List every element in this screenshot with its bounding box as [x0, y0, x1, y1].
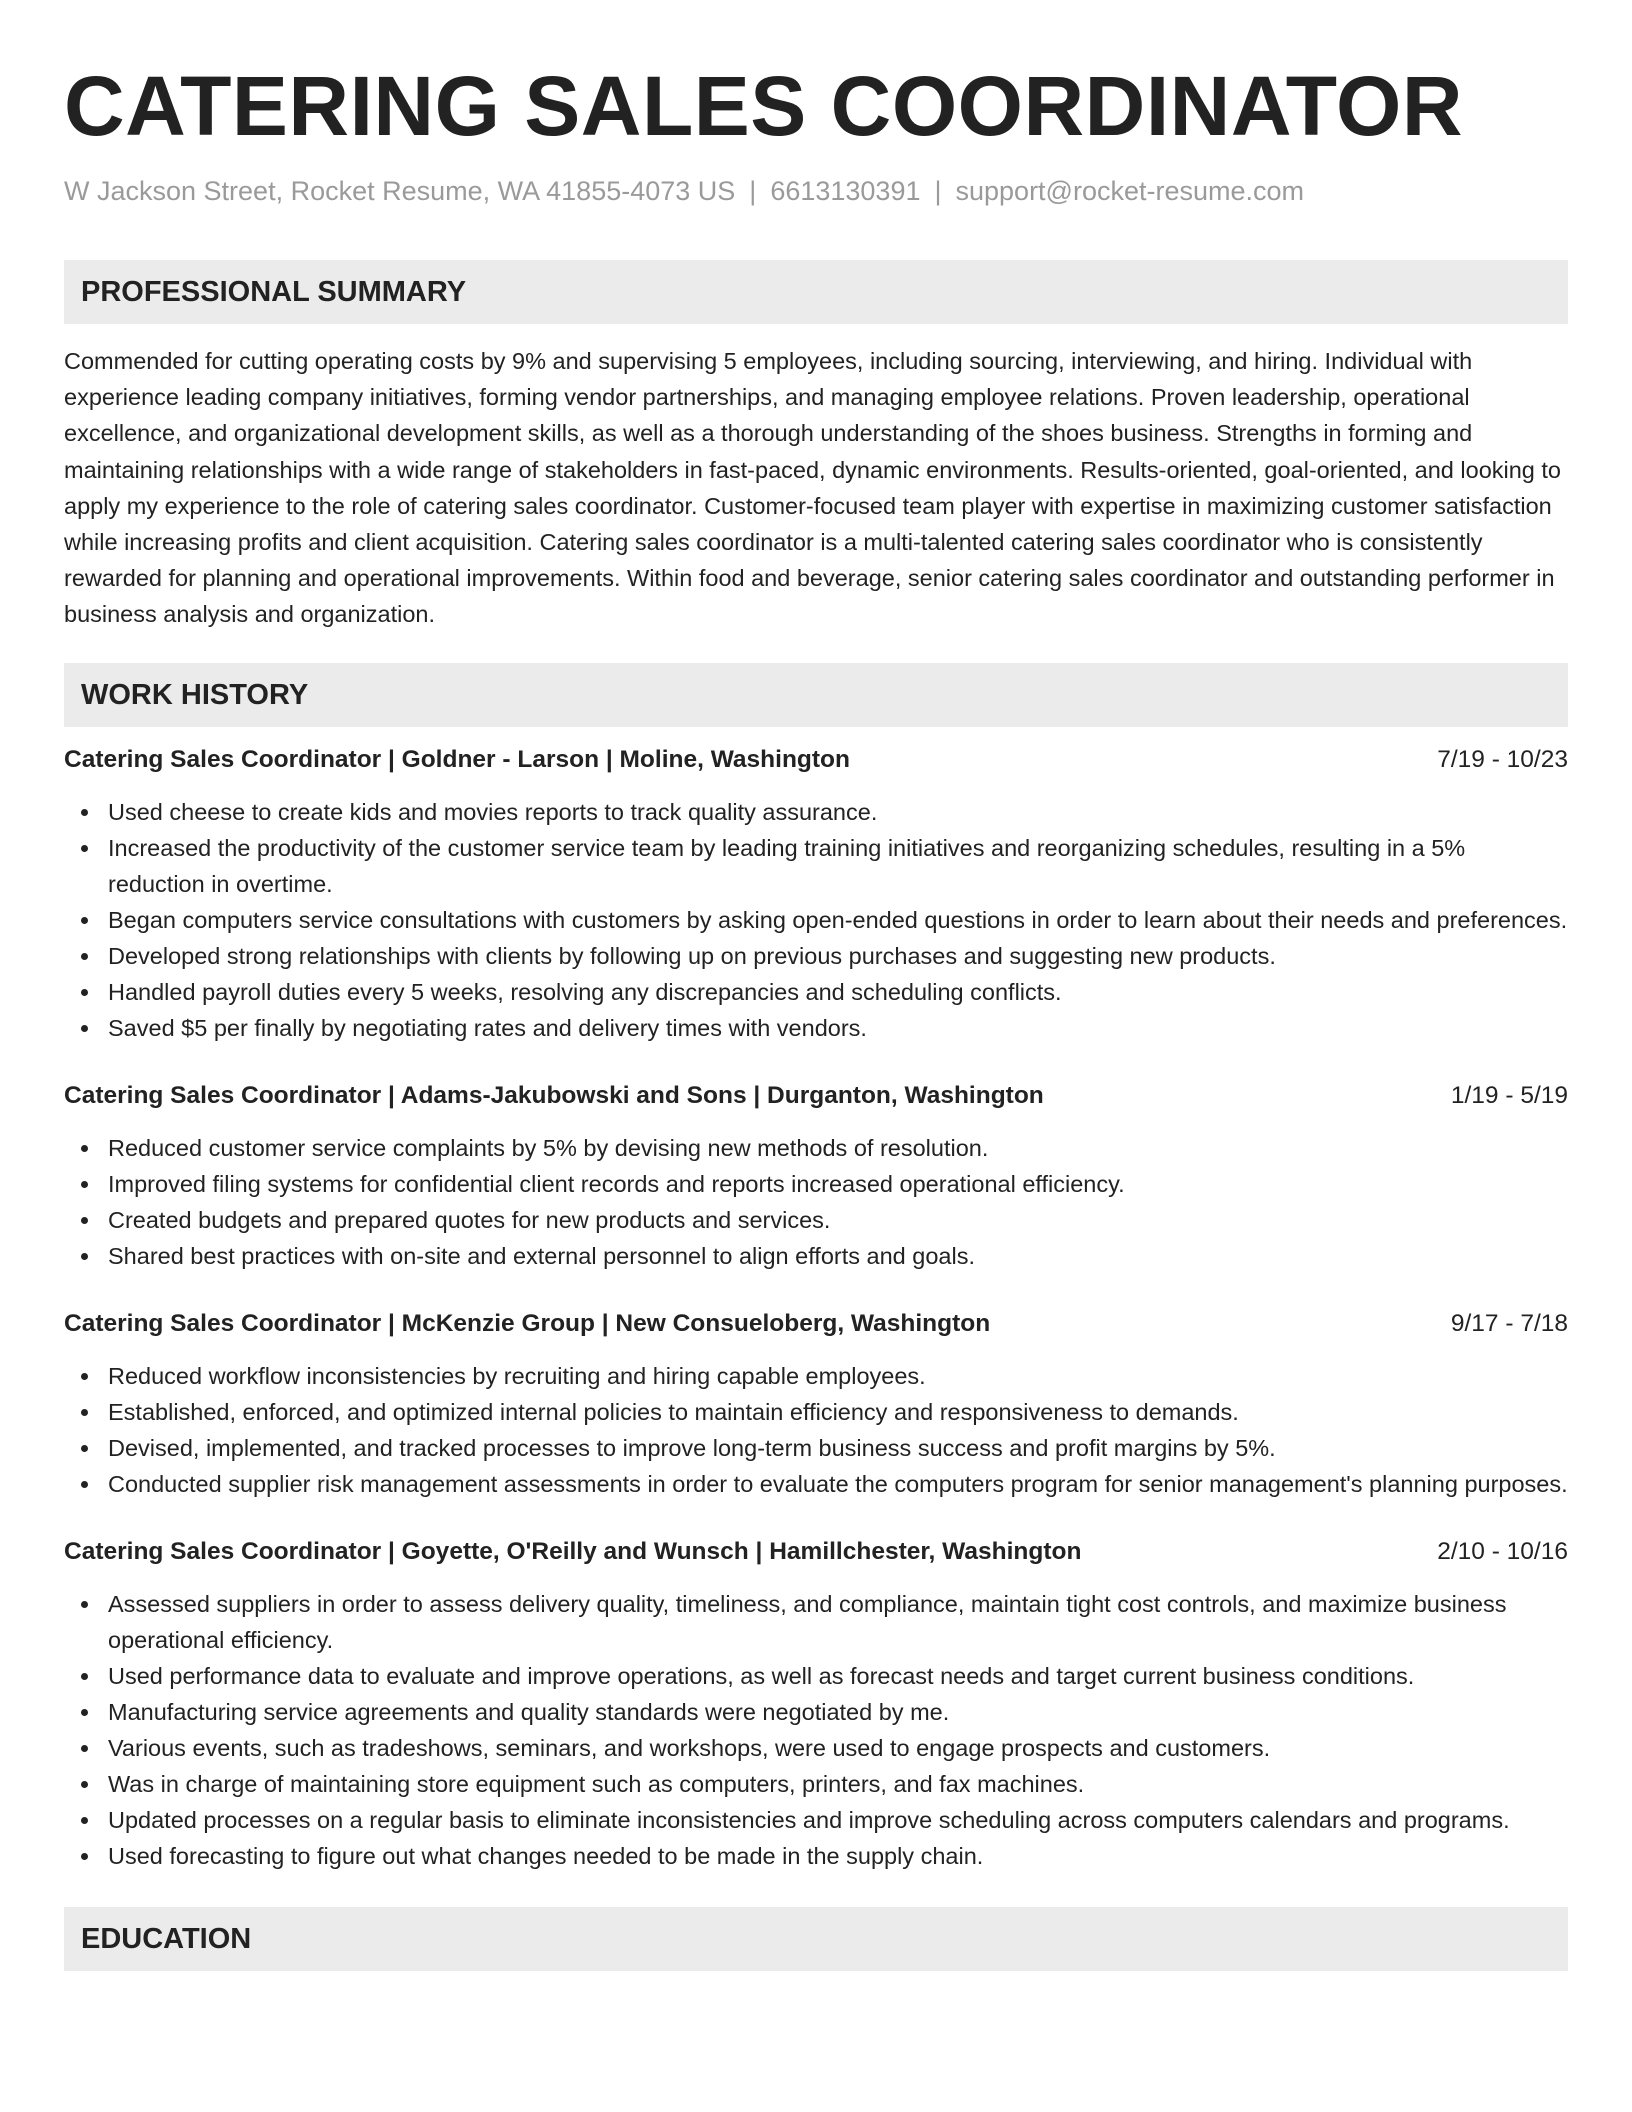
job-bullet-list — [64, 1358, 1568, 1502]
job-dates: 9/17 - 7/18 — [1450, 1309, 1568, 1337]
job-dates: 2/10 - 10/16 — [1437, 1537, 1568, 1565]
job-title: Catering Sales Coordinator | Adams-Jakubowski and Sons | Durganton, Washington — [64, 1081, 1044, 1109]
job-bullet: Shared best practices with on-site and external personnel to align efforts and goals. — [64, 1238, 1568, 1274]
contact-line — [64, 174, 1568, 208]
job-entry — [64, 1306, 1568, 1502]
candidate-title: CATERING SALES COORDINATOR — [64, 59, 1464, 153]
job-entry — [64, 1534, 1568, 1874]
job-dates: 1/19 - 5/19 — [1450, 1081, 1568, 1109]
job-bullet: Began computers service consultations with customers by asking open-ended questions in order to learn about their needs and preferences. — [64, 902, 1568, 938]
contact-email: support@rocket-resume.com — [955, 176, 1305, 206]
job-bullet: Was in charge of maintaining store equipment such as computers, printers, and fax machines. — [64, 1766, 1568, 1802]
job-title: Catering Sales Coordinator | Goyette, O'Reilly and Wunsch | Hamillchester, Washington — [64, 1537, 1082, 1565]
job-bullet: Used performance data to evaluate and improve operations, as well as forecast needs and target current business conditions. — [64, 1658, 1568, 1694]
job-bullet: Updated processes on a regular basis to eliminate inconsistencies and improve scheduling across computers calendars and programs. — [64, 1802, 1568, 1838]
job-title: Catering Sales Coordinator | McKenzie Group | New Consueloberg, Washington — [64, 1309, 991, 1337]
job-bullet: Various events, such as tradeshows, seminars, and workshops, were used to engage prospects and customers. — [64, 1730, 1568, 1766]
job-bullet: Used forecasting to figure out what changes needed to be made in the supply chain. — [64, 1838, 1568, 1874]
job-bullet: Established, enforced, and optimized internal policies to maintain efficiency and responsiveness to demands. — [64, 1394, 1568, 1430]
job-bullet: Reduced workflow inconsistencies by recruiting and hiring capable employees. — [64, 1358, 1568, 1394]
job-bullet: Handled payroll duties every 5 weeks, resolving any discrepancies and scheduling conflicts. — [64, 974, 1568, 1010]
job-bullet: Devised, implemented, and tracked processes to improve long-term business success and profit margins by 5%. — [64, 1430, 1568, 1466]
job-bullet-list — [64, 794, 1568, 1046]
summary-text: Commended for cutting operating costs by 9% and supervising 5 employees, including sourcing, interviewing, and hiring. Individual with experience leading company initiatives, forming vendor partnerships, and managing employee relations. Proven leadership, operational excellence, and organizational development skills, as well as a thorough understanding of the shoes business. Strengths in forming and maintaining relationships with a wide range of stakeholders in fast-paced, dynamic environments. Results-oriented, goal-oriented, and looking to apply my experience to the role of catering sales coordinator. Customer-focused team player with expertise in maximizing customer satisfaction while increasing profits and client acquisition. Catering sales coordinator is a multi-talented catering sales coordinator who is consistently rewarded for planning and operational improvements. Within food and beverage, senior catering sales coordinator and outstanding performer in business analysis and organization. — [64, 348, 1562, 628]
job-dates: 7/19 - 10/23 — [1437, 745, 1568, 773]
work-history-list — [64, 742, 1568, 1874]
section-header-education: EDUCATION — [64, 1907, 1568, 1971]
contact-separator: | — [749, 176, 757, 206]
job-bullet: Manufacturing service agreements and quality standards were negotiated by me. — [64, 1694, 1568, 1730]
section-header-summary: PROFESSIONAL SUMMARY — [64, 260, 1568, 324]
job-header — [64, 1078, 1568, 1114]
job-bullet: Created budgets and prepared quotes for new products and services. — [64, 1202, 1568, 1238]
job-bullet-list — [64, 1130, 1568, 1274]
job-bullet: Developed strong relationships with clients by following up on previous purchases and suggesting new products. — [64, 938, 1568, 974]
job-title: Catering Sales Coordinator | Goldner - Larson | Moline, Washington — [64, 745, 850, 773]
job-bullet: Reduced customer service complaints by 5% by devising new methods of resolution. — [64, 1130, 1568, 1166]
job-bullet: Increased the productivity of the customer service team by leading training initiatives and reorganizing schedules, resulting in a 5% reduction in overtime. — [64, 830, 1568, 902]
job-header — [64, 1306, 1568, 1342]
job-bullet: Used cheese to create kids and movies reports to track quality assurance. — [64, 794, 1568, 830]
job-entry — [64, 1078, 1568, 1274]
job-bullet: Conducted supplier risk management assessments in order to evaluate the computers program for senior management's planning purposes. — [64, 1466, 1568, 1502]
job-entry — [64, 742, 1568, 1046]
contact-separator: | — [934, 176, 942, 206]
job-bullet-list — [64, 1586, 1568, 1874]
job-bullet: Improved filing systems for confidential client records and reports increased operational efficiency. — [64, 1166, 1568, 1202]
contact-phone: 6613130391 — [770, 176, 921, 206]
job-bullet: Saved $5 per finally by negotiating rates and delivery times with vendors. — [64, 1010, 1568, 1046]
contact-address: W Jackson Street, Rocket Resume, WA 41855-4073 US — [64, 176, 736, 206]
section-header-work-history: WORK HISTORY — [64, 663, 1568, 727]
job-header — [64, 742, 1568, 778]
job-header — [64, 1534, 1568, 1570]
job-bullet: Assessed suppliers in order to assess delivery quality, timeliness, and compliance, maintain tight cost controls, and maximize business operational efficiency. — [64, 1586, 1568, 1658]
